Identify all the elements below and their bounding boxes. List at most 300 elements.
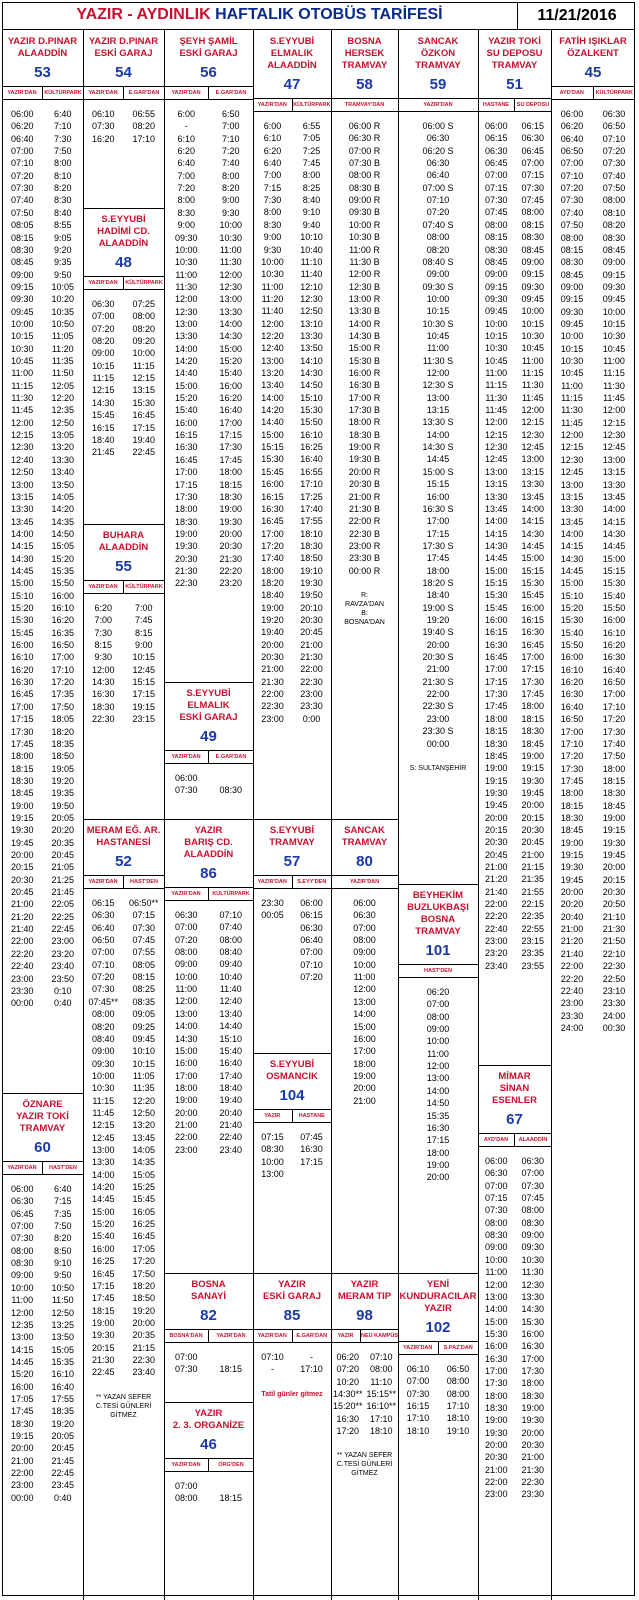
departure-row [398, 713, 478, 725]
departure-time: 09:30 B [348, 207, 381, 218]
departure-time: 17:20 [336, 1426, 360, 1437]
departure-time: 21:30 [91, 1354, 115, 1365]
route-number: 67 [506, 1111, 523, 1128]
departure-row [2, 1220, 83, 1232]
departure-row [2, 441, 83, 453]
departure-time: 10:15 [484, 330, 508, 341]
departure-time: 15:30 B [348, 355, 381, 366]
direction-header: YAZIR'DAN [423, 102, 453, 108]
departure-time: 13:45 [484, 503, 508, 514]
departure-row [478, 725, 551, 737]
departure-row [2, 861, 83, 873]
departure-row [2, 318, 83, 330]
departure-row [331, 528, 398, 540]
departure-time: 11:15 [521, 368, 544, 378]
departure-time: 08:45 [10, 257, 34, 268]
route-name-line: MERAM EĞ. AR. [86, 825, 161, 836]
departure-row [551, 651, 635, 663]
departure-time: 21:40 [560, 948, 584, 959]
departure-row [164, 330, 253, 342]
departure-time: 21:00 [261, 664, 284, 675]
departure-time: 16:50 [602, 677, 626, 688]
departure-time: 8:40 [53, 207, 72, 218]
departure-time: 21:10 [602, 911, 626, 922]
departure-time: 10:00 [261, 1156, 284, 1167]
departure-time: 17:15 [91, 1280, 115, 1291]
departure-row [164, 983, 253, 995]
departure-row [478, 614, 551, 626]
departure-time: 12:00 [484, 417, 508, 428]
departure-time: 17:35 [51, 689, 75, 700]
departure-time: 21:40 [10, 924, 34, 935]
departure-row [2, 207, 83, 219]
departure-time: 14:30 [91, 677, 115, 688]
departure-time: 17:10 [560, 738, 584, 749]
departure-row [164, 367, 253, 379]
route-name-line: YAZIR D.PINAR [7, 36, 78, 47]
departure-row [331, 909, 398, 921]
departure-time: - [271, 1364, 274, 1375]
departure-row [83, 1268, 164, 1280]
departure-time: 12:15 [484, 429, 508, 440]
departure-time: 18:00 R [348, 417, 381, 428]
direction-header: YAZIR'DAN [171, 1462, 201, 1468]
route-name-line: S.EYYUBİ [269, 825, 315, 836]
departure-time: 14:00 [521, 503, 545, 514]
departure-row [551, 800, 635, 812]
departure-time: 15:00 [261, 429, 284, 440]
departure-time: 18:15 [10, 763, 34, 774]
departure-time: 09:25 [132, 1021, 156, 1032]
departure-time: 15:00 [484, 565, 508, 576]
departure-time: 07:30 [406, 1388, 430, 1399]
departure-time: 12:30 [521, 1279, 545, 1290]
departure-time: 19:40 [219, 1095, 243, 1106]
route-name-line: ESENLER [492, 1095, 537, 1106]
departure-time: 15:50 [51, 578, 75, 589]
departure-time: 18:45 [602, 800, 626, 811]
departure-row [478, 1254, 551, 1266]
route-name-line: ÖZALKENT [567, 48, 619, 59]
departure-row [83, 1058, 164, 1070]
departure-row [164, 207, 253, 219]
departure-time: 15:40 [560, 627, 584, 638]
departure-time: 10:35 [51, 306, 75, 317]
departure-time: 21:00 [426, 664, 450, 675]
departure-time: 20:45 [51, 850, 75, 860]
departure-time: 09:00 [484, 1242, 508, 1253]
departure-time: 21:15 [132, 1342, 156, 1353]
departure-time: 18:35 [51, 1406, 75, 1417]
departure-row [2, 898, 83, 910]
departure-time: 09:45 [602, 294, 626, 305]
route-name-line: MERAM TIP [337, 1291, 392, 1302]
departure-row [164, 479, 253, 491]
departure-time: 18:15 [219, 1493, 243, 1504]
departure-time: 22:00 R [348, 516, 381, 527]
departure-row [398, 182, 478, 194]
departure-time: 19:30 [521, 775, 545, 786]
departure-time: 11:15 [132, 360, 155, 371]
departure-time: 17:00 [560, 726, 584, 737]
direction-headers [398, 964, 478, 978]
departure-row [164, 1480, 253, 1492]
departure-time: 13:15 [10, 491, 34, 502]
departure-time: 06:30 [300, 922, 323, 933]
direction-header: YAZIR [264, 1113, 281, 1119]
departure-time: 18:30 [560, 812, 584, 823]
departure-row [2, 133, 83, 145]
direction-header: HASTANE [292, 1110, 332, 1122]
departure-row [2, 1232, 83, 1244]
departure-row [253, 540, 331, 552]
departure-row [83, 1354, 164, 1366]
departure-time: 23:00 [51, 936, 75, 947]
departure-time: 23:00 [426, 713, 450, 724]
departure-time: 6:00 [263, 121, 282, 131]
departure-row [398, 1060, 478, 1072]
departure-time: 19:00 [521, 750, 545, 761]
departure-time: 13:30 [174, 331, 198, 342]
departure-time: 16:00 [353, 1033, 376, 1044]
departure-time: 07:00 [353, 922, 376, 933]
departure-time: 8:15 [134, 627, 153, 638]
departure-time: 22:35 [521, 911, 545, 922]
departure-row [398, 219, 478, 231]
departure-time: 20:20 [560, 899, 584, 910]
departure-row [398, 379, 478, 391]
departure-time: 15:35 [426, 1110, 450, 1121]
departure-time: 19:30 [219, 516, 243, 527]
departure-time: 13:00 [174, 318, 198, 329]
departure-row [164, 355, 253, 367]
departure-time: 15:20 [560, 603, 584, 613]
departure-time: 23:00 [261, 713, 284, 724]
departure-row [83, 335, 164, 347]
departure-time: 10:50 [51, 1282, 75, 1293]
departure-time: 14:00 [602, 504, 626, 515]
departure-time: 10:00 [521, 306, 545, 317]
departure-time: 19:30 [91, 1330, 115, 1341]
departure-row [164, 565, 253, 577]
departure-row [2, 849, 83, 861]
departure-time: 08:45 [484, 256, 508, 267]
departure-row [83, 1033, 164, 1045]
departure-time: 16:30 [484, 639, 508, 650]
departure-time: 06:20 S [422, 145, 454, 156]
departure-row [2, 367, 83, 379]
direction-headers [164, 887, 253, 901]
departure-row [398, 1035, 478, 1047]
departure-time: 11:45 [11, 405, 34, 416]
departure-time: 17:10 [406, 1413, 430, 1424]
departure-time: 08:00 [446, 1376, 470, 1387]
departure-time: 15:15 [261, 442, 284, 453]
departure-time: 10:15 [132, 1058, 156, 1069]
departure-row [478, 886, 551, 898]
departure-time: 17:00 [426, 516, 450, 527]
departure-time: 18:00 [426, 565, 450, 576]
footnote-line: Tatil günler gitmez [261, 1390, 323, 1398]
departure-time: 16:20 [51, 615, 75, 626]
departure-row [2, 800, 83, 812]
departure-row [478, 330, 551, 342]
departure-time: 16:10 [10, 652, 34, 663]
departure-time [209, 1480, 254, 1492]
departure-time: 7:35 [53, 1208, 72, 1219]
departure-row [2, 688, 83, 700]
departure-time: 14:00 [174, 343, 198, 354]
departure-time: 23:00 [300, 689, 323, 700]
departure-time: 23:00 [484, 1489, 508, 1500]
departure-time: 22:45 [51, 1468, 75, 1479]
departure-time: 23:55 [521, 960, 545, 971]
departure-time: 20:30 [602, 887, 626, 898]
departure-time: 20:45 [521, 837, 545, 848]
departure-row [83, 397, 164, 409]
departure-time: 15:20 [219, 356, 243, 366]
route-name-line: SANCAK [344, 825, 385, 836]
departure-row [398, 565, 478, 577]
departure-row [2, 1269, 83, 1281]
departure-time: 15:10 [219, 1033, 243, 1044]
departure-time: 18:35 [51, 738, 75, 749]
departure-time: 06:00 [300, 898, 323, 908]
departure-time: 07:00 [426, 999, 450, 1010]
direction-header: YAZIR'DAN [257, 102, 287, 108]
route-name-line: SU DEPOSU [486, 48, 543, 59]
departure-time: 06:30 [174, 910, 198, 920]
departure-time: 14:45 [602, 541, 626, 552]
departure-time: 16:30 [484, 1353, 508, 1364]
departure-row [2, 194, 83, 206]
departure-time: 07:10 [300, 959, 323, 970]
departure-row [478, 676, 551, 688]
departure-time: 16:35 [51, 627, 75, 638]
departure-row [253, 478, 331, 490]
direction-header: NEÜ KAMPÜS [360, 1330, 398, 1342]
departure-time: 20:00 [521, 1427, 545, 1438]
departure-time: 08:45 [560, 269, 584, 280]
route-number: 59 [429, 76, 447, 93]
departure-time: 9:30 [221, 207, 240, 218]
departure-row [164, 404, 253, 416]
departure-row [253, 453, 331, 465]
departure-row [253, 688, 331, 700]
departure-time: 15:40 [219, 1045, 243, 1056]
route-name-line: BUZLUKBAŞI [407, 902, 469, 913]
departure-time: 14:00 [484, 516, 508, 527]
departure-row [253, 305, 331, 317]
departure-time: 19:00 [261, 602, 284, 613]
departure-time: 14:20 [51, 504, 75, 515]
departure-time: 18:40 [219, 1082, 243, 1093]
departure-time: 17:10 [602, 701, 626, 712]
departure-time: 13:00 [353, 996, 376, 1007]
departure-time: 15:50 [560, 640, 584, 651]
departure-time: 16:00 R [348, 368, 381, 378]
departure-time: 14:05 [132, 1145, 156, 1155]
departure-row [83, 1305, 164, 1317]
departure-row [253, 971, 331, 983]
departure-time: 17:00 [10, 701, 34, 712]
block-divider [253, 819, 331, 820]
departure-time: 09:00 [10, 1270, 34, 1281]
direction-header: KÜLTÜRPARK [123, 277, 164, 289]
departure-row [551, 701, 635, 713]
departure-time: 18:00 [560, 788, 584, 799]
departure-row [331, 1363, 398, 1375]
departure-time: 07:50 [602, 183, 626, 194]
departure-row [398, 1171, 478, 1183]
route-name-line: TRAMVAY [269, 837, 315, 848]
departure-row [83, 1255, 164, 1267]
departure-time: 20:30 [484, 837, 508, 848]
departure-row [398, 429, 478, 441]
departure-time: 6:40 [53, 1184, 72, 1194]
departure-time: 18:00 [602, 763, 626, 774]
departure-time: 09:00 [521, 1230, 545, 1241]
departure-time: 11:00 [175, 984, 198, 995]
departure-row [83, 1366, 164, 1378]
departure-time: 14:30 [560, 553, 584, 564]
departure-time: 18:30 B [348, 429, 381, 440]
departure-row [551, 849, 635, 861]
departure-row [398, 305, 478, 317]
departure-row [478, 416, 551, 428]
departure-row [478, 503, 551, 515]
departure-row [2, 293, 83, 305]
departure-time: 20:30 [521, 1440, 545, 1451]
departure-time: 16:00 [521, 1328, 545, 1339]
departure-time: 19:30 [484, 1427, 508, 1438]
direction-headers [83, 86, 164, 100]
departure-time: 07:30 [484, 1205, 508, 1216]
departure-time: 07:30 [91, 984, 115, 995]
direction-header: KÜLTÜRPARK [42, 87, 83, 99]
departure-time: 07:50 [10, 207, 34, 218]
departure-time: 9:00 [221, 195, 240, 206]
departure-row [164, 256, 253, 268]
departure-time: 12:00 [484, 1279, 508, 1290]
departure-time: 12:20 [51, 393, 75, 404]
departure-row [83, 434, 164, 446]
departure-time: 23:00 R [348, 540, 381, 551]
departure-row [83, 133, 164, 145]
departure-time: 06:45 [484, 158, 508, 169]
departure-row [83, 1119, 164, 1131]
departure-time: 13:20 [132, 1120, 156, 1131]
departure-time: 10:30 B [348, 232, 381, 243]
departure-time: 06:40 [10, 133, 34, 144]
direction-header: YAZIR'DAN [171, 891, 201, 897]
departure-time: 14:45 [10, 565, 34, 576]
departure-time: 17:05 [10, 1393, 34, 1404]
departure-row [551, 676, 635, 688]
departure-row [2, 726, 83, 738]
departure-row [164, 909, 253, 921]
route-name-line: OSMANCIK [266, 1071, 318, 1082]
direction-headers [253, 875, 331, 889]
departure-time: 9:20 [53, 244, 72, 255]
departure-time: 11:00 [11, 1295, 34, 1306]
departure-time: 21:30 [521, 1464, 545, 1475]
departure-time: 07:20 [300, 972, 323, 983]
departure-row [83, 310, 164, 322]
departure-time: 22:30 [174, 578, 198, 589]
departure-row [478, 1476, 551, 1488]
route-name-line: YAZIR TOKİ [488, 36, 541, 47]
departure-time: 21:30 [174, 565, 198, 576]
departure-time: 07:00 [91, 947, 115, 958]
departure-row [253, 268, 331, 280]
departure-row [83, 688, 164, 700]
departure-time: 12:45 [560, 467, 584, 478]
departure-time: 23:30 B [348, 553, 381, 564]
departure-row [551, 133, 635, 145]
departure-time: 14:00 [261, 392, 284, 403]
departure-row [551, 664, 635, 676]
departure-time: 16:30 [426, 1122, 450, 1133]
departure-time: 17:45 [426, 553, 450, 564]
block-divider [164, 1402, 253, 1403]
departure-time: 10:30 [91, 1083, 115, 1094]
departure-time: 16:30 [521, 627, 545, 638]
departure-time: 10:00 R [348, 219, 381, 230]
departure-time: 11:30 S [422, 355, 454, 366]
route-name-line: ESKİ GARAJ [94, 48, 153, 59]
departure-row [164, 772, 253, 784]
departure-row [83, 1045, 164, 1057]
departure-row [2, 1183, 83, 1195]
departure-row [253, 1351, 331, 1363]
departure-time: 13:00 [426, 392, 450, 403]
departure-time: 15:20 [174, 393, 198, 404]
departure-time: 08:05 [132, 959, 156, 970]
departure-row [551, 540, 635, 552]
departure-row [398, 132, 478, 144]
departure-time: 19:30 B [348, 454, 381, 465]
departure-time: 07:55 [132, 947, 156, 958]
departure-time: 18:00 [521, 701, 545, 712]
departure-time: 19:40 [132, 434, 156, 445]
departure-row [398, 206, 478, 218]
departure-row [164, 971, 253, 983]
departure-row [478, 960, 551, 972]
departure-time: 22:30 [300, 676, 323, 687]
departure-row [164, 293, 253, 305]
departure-time: 10:00 [426, 1036, 450, 1047]
departure-time: 14:45 [426, 454, 450, 465]
departure-time: 19:05 [51, 763, 75, 774]
departure-time: 12:15 [91, 385, 115, 396]
departure-time: 17:00 [521, 1353, 545, 1364]
departure-time: 19:30 [174, 541, 198, 552]
departure-row [331, 342, 398, 354]
departure-time: 13:40 [261, 380, 284, 391]
departure-row [83, 422, 164, 434]
direction-header: S.EYY'DEN [292, 876, 332, 888]
departure-time: 18:40 [91, 434, 115, 445]
departure-time: 22:10 [602, 948, 626, 959]
route-number: 45 [584, 64, 602, 81]
departure-row [164, 1119, 253, 1131]
departure-time: 12:00 [426, 368, 450, 378]
departure-time: 18:15 [521, 713, 545, 724]
departure-row [253, 145, 331, 157]
direction-header: KÜLTÜRPARK [292, 99, 332, 111]
departure-time: 10:15 [560, 343, 584, 354]
